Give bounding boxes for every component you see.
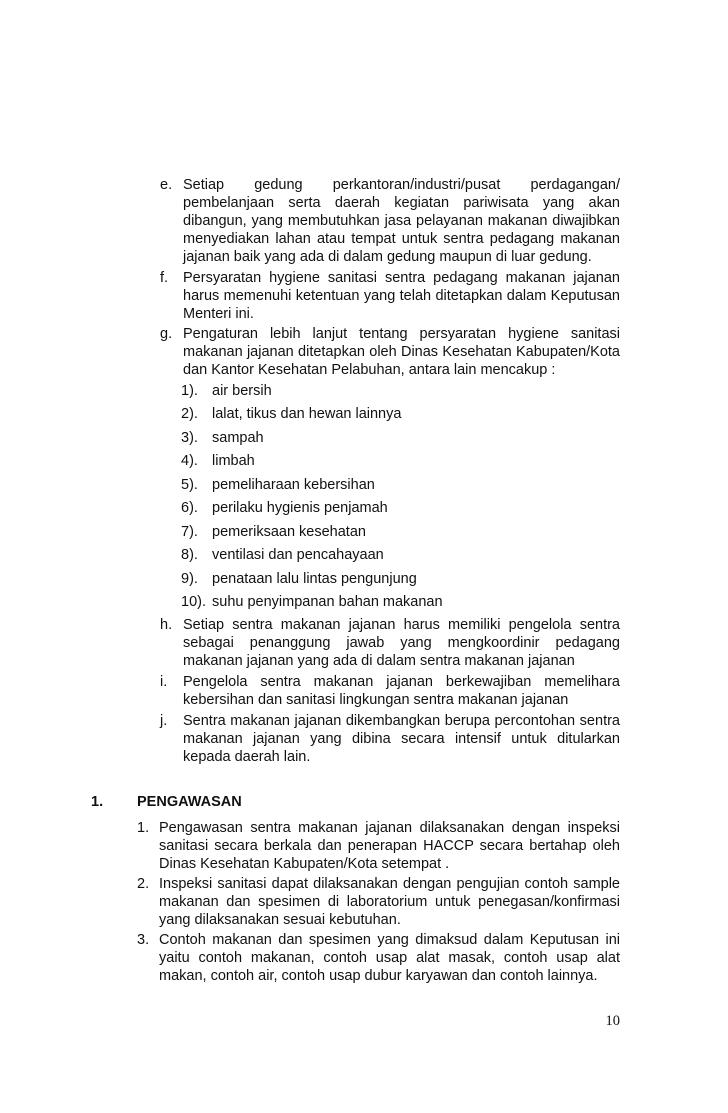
- list-label: j.: [160, 713, 168, 729]
- list-text: Pengelola sentra makanan jajanan berkewajiban memelihara kebersihan dan sanitasi lingkungan sentra makanan jajanan: [183, 674, 620, 708]
- sub-item-text: pemeriksaan kesehatan: [212, 524, 366, 540]
- sub-item-2: [181, 405, 401, 423]
- list-item-j: [160, 712, 620, 766]
- sub-item-text: suhu penyimpanan bahan makanan: [212, 594, 443, 610]
- sub-item-number: 10).: [181, 594, 206, 610]
- section-item-3: [137, 931, 620, 985]
- list-item-i: [160, 673, 620, 709]
- list-label: 2.: [137, 876, 150, 892]
- list-text: Inspeksi sanitasi dapat dilaksanakan dengan pengujian contoh sample makanan dan spesimen di laboratorium untuk penegasan/konfirmasi yang dilaksanakan sesuai kebutuhan.: [159, 876, 620, 928]
- section-heading: [91, 793, 242, 811]
- list-item-f: [160, 269, 620, 323]
- sub-item-1: [181, 382, 272, 400]
- list-label: 1.: [137, 820, 150, 836]
- sub-item-number: 5).: [181, 477, 198, 493]
- list-text: Setiap gedung perkantoran/industri/pusat perdagangan/ pembelanjaan serta daerah kegiatan pariwisata yang akan dibangun, yang membutuhkan jasa pelayanan makanan diwajibkan menyediakan lahan atau tempat untuk sentra pedagang makanan jajanan baik yang ada di dalam gedung maupun di luar gedung.: [183, 177, 620, 265]
- sub-item-text: limbah: [212, 453, 255, 469]
- section-item-1: [137, 819, 620, 873]
- list-text: Contoh makanan dan spesimen yang dimaksud dalam Keputusan ini yaitu contoh makanan, contoh usap alat masak, contoh usap alat makan, contoh air, contoh usap dubur karyawan dan contoh lainnya.: [159, 932, 620, 984]
- sub-item-9: [181, 570, 417, 588]
- list-label: 3.: [137, 932, 150, 948]
- list-item-e: [160, 176, 620, 266]
- list-label: e.: [160, 177, 173, 193]
- list-label: g.: [160, 326, 173, 342]
- sub-item-text: sampah: [212, 430, 264, 446]
- sub-item-number: 9).: [181, 571, 198, 587]
- sub-item-3: [181, 429, 264, 447]
- sub-item-text: air bersih: [212, 383, 272, 399]
- list-text: Setiap sentra makanan jajanan harus memiliki pengelola sentra sebagai penanggung jawab yang mengkoordinir pedagang makanan jajanan yang ada di dalam sentra makanan jajanan: [183, 617, 620, 669]
- list-text: Persyaratan hygiene sanitasi sentra pedagang makanan jajanan harus memenuhi ketentuan yang telah ditetapkan dalam Keputusan Menteri ini.: [183, 270, 620, 322]
- section-title: PENGAWASAN: [137, 794, 242, 810]
- sub-item-text: ventilasi dan pencahayaan: [212, 547, 384, 563]
- sub-item-7: [181, 523, 366, 541]
- sub-item-text: lalat, tikus dan hewan lainnya: [212, 406, 402, 422]
- list-label: f.: [160, 270, 169, 286]
- list-item-g: [160, 325, 620, 379]
- sub-item-number: 8).: [181, 547, 198, 563]
- list-text: Pengaturan lebih lanjut tentang persyaratan hygiene sanitasi makanan jajanan ditetapkan oleh Dinas Kesehatan Kabupaten/Kota dan Kantor Kesehatan Pelabuhan, antara lain mencakup :: [183, 326, 620, 378]
- section-number: 1.: [91, 794, 104, 810]
- sub-item-number: 1).: [181, 383, 198, 399]
- section-item-2: [137, 875, 620, 929]
- sub-item-text: penataan lalu lintas pengunjung: [212, 571, 417, 587]
- sub-item-number: 2).: [181, 406, 198, 422]
- sub-item-number: 6).: [181, 500, 198, 516]
- page-number: 10: [605, 1013, 620, 1029]
- sub-item-10: [181, 593, 443, 611]
- sub-item-number: 7).: [181, 524, 198, 540]
- sub-item-8: [181, 546, 384, 564]
- list-label: h.: [160, 617, 173, 633]
- sub-item-number: 4).: [181, 453, 198, 469]
- list-text: Pengawasan sentra makanan jajanan dilaksanakan dengan inspeksi sanitasi secara berkala dan penerapan HACCP secara bertahap oleh Dinas Kesehatan Kabupaten/Kota setempat .: [159, 820, 620, 872]
- sub-item-text: pemeliharaan kebersihan: [212, 477, 375, 493]
- list-item-h: [160, 616, 620, 670]
- sub-item-6: [181, 499, 388, 517]
- list-label: i.: [160, 674, 168, 690]
- sub-item-5: [181, 476, 375, 494]
- sub-item-text: perilaku hygienis penjamah: [212, 500, 388, 516]
- list-text: Sentra makanan jajanan dikembangkan berupa percontohan sentra makanan jajanan yang dibina secara intensif untuk ditularkan kepada daerah lain.: [183, 713, 620, 765]
- sub-item-4: [181, 452, 255, 470]
- sub-item-number: 3).: [181, 430, 198, 446]
